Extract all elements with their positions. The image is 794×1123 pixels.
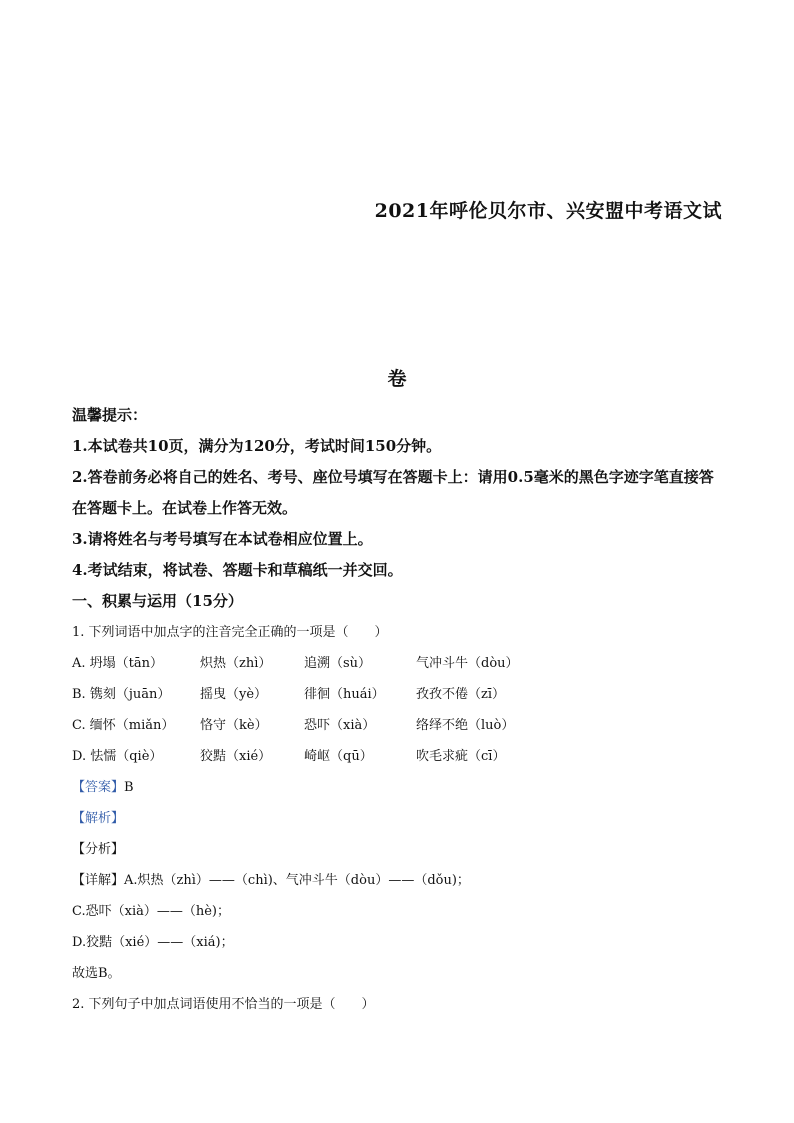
tip-item-2: 2.答卷前务必将自己的姓名、考号、座位号填写在答题卡上：请用0.5毫米的黑色字迹字笔直接答在答题卡上。在试卷上作答无效。 <box>72 468 714 517</box>
section-heading: 一、积累与运用（15分） <box>72 592 243 610</box>
answer-tag: 【答案】 <box>72 780 125 795</box>
detail-line-4: 故选B。 <box>72 966 121 981</box>
tip-item-3: 3.请将姓名与考号填写在本试卷相应位置上。 <box>72 530 373 548</box>
option-word: 气冲斗牛（dòu） <box>416 656 519 671</box>
question-2-stem: 2. 下列句子中加点词语使用不恰当的一项是（ ） <box>72 997 375 1012</box>
option-word: 摇曳（yè） <box>200 687 268 702</box>
question-1-option-d <box>72 741 722 772</box>
exam-body <box>72 400 722 1020</box>
question-1-option-a <box>72 648 722 679</box>
option-word: 络绎不绝（luò） <box>416 718 515 733</box>
option-word: B. 镌刻（juān） <box>72 687 171 702</box>
option-word: 追溯（sù） <box>304 656 372 671</box>
question-1-stem: 1. 下列词语中加点字的注音完全正确的一项是（ ） <box>72 625 388 640</box>
analysis-line <box>72 803 722 834</box>
option-word: C. 缅怀（miǎn） <box>72 718 175 733</box>
option-word: 恐吓（xià） <box>304 718 376 733</box>
answer-value: B <box>124 780 134 795</box>
option-word: 炽热（zhì） <box>200 656 272 671</box>
detail-line-1 <box>72 865 722 896</box>
exam-title-continued: 卷 <box>387 368 407 390</box>
tip-item-4: 4.考试结束，将试卷、答题卡和草稿纸一并交回。 <box>72 561 403 579</box>
option-word: 崎岖（qū） <box>304 749 373 764</box>
option-word: A. 坍塌（tān） <box>72 656 164 671</box>
detail-text: A.炽热（zhì）——（chì)、气冲斗牛（dòu）——（dǒu)； <box>124 873 470 888</box>
detail-tag: 【详解】 <box>72 873 125 888</box>
option-word: 恪守（kè） <box>200 718 268 733</box>
option-word: 狡黠（xié） <box>200 749 272 764</box>
fenxi-tag: 【分析】 <box>72 842 125 857</box>
exam-title: 2021年呼伦贝尔市、兴安盟中考语文试 <box>374 200 722 222</box>
question-1-option-b <box>72 679 722 710</box>
analysis-tag: 【解析】 <box>72 811 125 826</box>
option-word: 徘徊（huái） <box>304 687 385 702</box>
detail-line-2: C.恐吓（xià）——（hè)； <box>72 904 230 919</box>
question-1-option-c <box>72 710 722 741</box>
fenxi-line <box>72 834 722 865</box>
detail-line-3: D.狡黠（xié）——（xiá)； <box>72 935 234 950</box>
option-word: D. 怯懦（qiè） <box>72 749 163 764</box>
tip-item-1: 1.本试卷共10页，满分为120分，考试时间150分钟。 <box>72 437 442 455</box>
answer-line <box>72 772 722 803</box>
tips-heading: 温馨提示： <box>72 406 148 424</box>
option-word: 吹毛求疵（cī） <box>416 749 506 764</box>
option-word: 孜孜不倦（zī） <box>416 687 506 702</box>
